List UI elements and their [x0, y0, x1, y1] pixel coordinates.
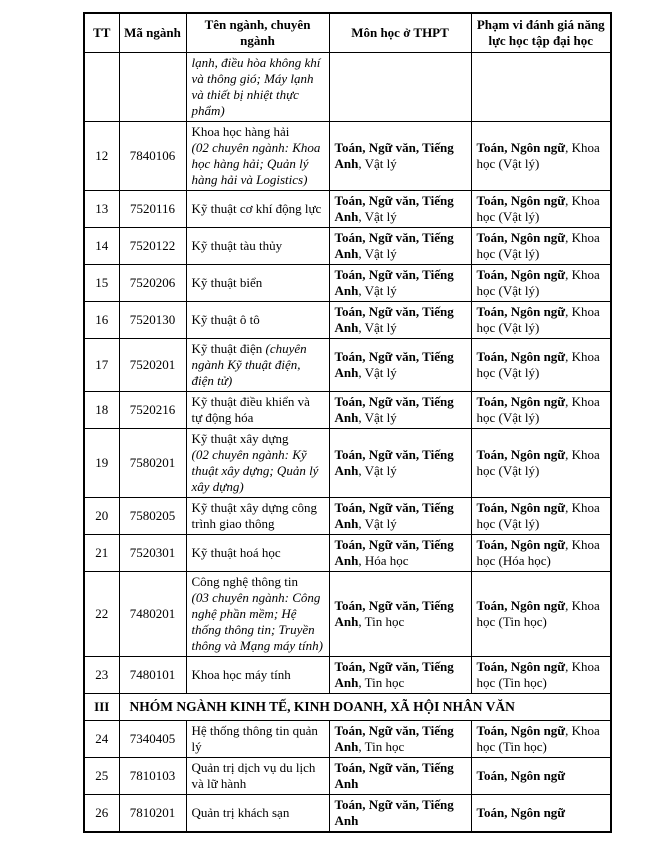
assessment-scope-cell [471, 429, 611, 498]
scope-secondary: , Khoa học (Vật lý) [476, 304, 600, 335]
major-specializations: (02 chuyên ngành: Kỹ thuật xây dựng; Quản lý xây dựng) [191, 447, 319, 494]
major-name-cell [186, 122, 329, 191]
subjects-secondary: , Vật lý [358, 320, 397, 335]
subjects-secondary: , Tin học [358, 739, 405, 754]
major-code-cell: 7810201 [119, 795, 186, 833]
subjects-secondary: , Tin học [358, 614, 405, 629]
row-number-cell: 16 [84, 302, 119, 339]
scope-primary: Toán, Ngôn ngữ [476, 659, 566, 674]
major-name-cell [186, 657, 329, 694]
table-row [84, 339, 611, 392]
table-row [84, 265, 611, 302]
row-number-cell [84, 53, 119, 122]
table-row [84, 572, 611, 657]
subjects-cell [329, 572, 471, 657]
major-name: Quản trị dịch vụ du lịch và lữ hành [191, 760, 316, 791]
major-name-cell [186, 392, 329, 429]
table-row [84, 721, 611, 758]
subjects-cell [329, 535, 471, 572]
scope-secondary: , Khoa học (Tin học) [476, 598, 600, 629]
subjects-primary: Toán, Ngữ văn, Tiếng Anh [334, 267, 454, 298]
assessment-scope-cell [471, 758, 611, 795]
scope-primary: Toán, Ngôn ngữ [476, 193, 566, 208]
table-row [84, 191, 611, 228]
table-body [84, 53, 611, 833]
major-name-cell [186, 53, 329, 122]
col-header-tt: TT [84, 13, 119, 53]
major-name-cell [186, 498, 329, 535]
subjects-cell [329, 339, 471, 392]
major-name-cell [186, 302, 329, 339]
row-number-cell: 26 [84, 795, 119, 833]
major-code-cell: 7520122 [119, 228, 186, 265]
subjects-secondary: , Vật lý [358, 463, 397, 478]
scope-primary: Toán, Ngôn ngữ [476, 267, 566, 282]
scope-secondary: , Khoa học (Vật lý) [476, 447, 600, 478]
major-code-cell: 7520201 [119, 339, 186, 392]
scope-primary: Toán, Ngôn ngữ [476, 537, 566, 552]
section-number-cell: III [84, 694, 119, 721]
table-row [84, 795, 611, 833]
subjects-primary: Toán, Ngữ văn, Tiếng Anh [334, 760, 454, 791]
table-row [84, 392, 611, 429]
assessment-scope-cell [471, 339, 611, 392]
major-name-cell [186, 191, 329, 228]
subjects-primary: Toán, Ngữ văn, Tiếng Anh [334, 394, 454, 425]
row-number-cell: 17 [84, 339, 119, 392]
subjects-primary: Toán, Ngữ văn, Tiếng Anh [334, 537, 454, 568]
assessment-scope-cell [471, 795, 611, 833]
scope-secondary: , Khoa học (Vật lý) [476, 500, 600, 531]
admissions-table [83, 12, 612, 833]
subjects-primary: Toán, Ngữ văn, Tiếng Anh [334, 304, 454, 335]
row-number-cell: 13 [84, 191, 119, 228]
subjects-secondary: , Vật lý [358, 516, 397, 531]
subjects-primary: Toán, Ngữ văn, Tiếng Anh [334, 193, 454, 224]
col-header-assessment-scope: Phạm vi đánh giá năng lực học tập đại học [471, 13, 611, 53]
row-number-cell: 14 [84, 228, 119, 265]
row-number-cell: 19 [84, 429, 119, 498]
assessment-scope-cell [471, 302, 611, 339]
major-name-cell [186, 572, 329, 657]
subjects-cell [329, 392, 471, 429]
scope-secondary: , Khoa học (Vật lý) [476, 193, 600, 224]
scope-primary: Toán, Ngôn ngữ [476, 140, 566, 155]
subjects-primary: Toán, Ngữ văn, Tiếng Anh [334, 797, 454, 828]
scope-primary: Toán, Ngôn ngữ [476, 304, 566, 319]
col-header-major-name: Tên ngành, chuyên ngành [186, 13, 329, 53]
assessment-scope-cell [471, 228, 611, 265]
scope-secondary: , Khoa học (Vật lý) [476, 394, 600, 425]
scope-secondary: , Khoa học (Vật lý) [476, 230, 600, 261]
subjects-cell [329, 265, 471, 302]
row-number-cell: 15 [84, 265, 119, 302]
table-row [84, 498, 611, 535]
subjects-primary: Toán, Ngữ văn, Tiếng Anh [334, 349, 454, 380]
major-name: Công nghệ thông tin [191, 574, 299, 589]
major-name-cell [186, 429, 329, 498]
scope-secondary: , Khoa học (Tin học) [476, 659, 600, 690]
scope-secondary: , Khoa học (Vật lý) [476, 267, 600, 298]
table-row [84, 657, 611, 694]
scope-primary: Toán, Ngôn ngữ [476, 349, 566, 364]
subjects-cell [329, 429, 471, 498]
table-row [84, 429, 611, 498]
section-title-cell: NHÓM NGÀNH KINH TẾ, KINH DOANH, XÃ HỘI NHÂN VĂN [119, 694, 611, 721]
major-specializations: (03 chuyên ngành: Công nghệ phần mềm; Hệ thống thông tin; Truyền thông và Mạng máy tính) [191, 590, 323, 653]
scope-secondary: , Khoa học (Hóa học) [476, 537, 600, 568]
assessment-scope-cell [471, 53, 611, 122]
major-name: Hệ thống thông tin quản lý [191, 723, 318, 754]
major-name-cell [186, 795, 329, 833]
major-name: Kỹ thuật cơ khí động lực [191, 201, 322, 216]
assessment-scope-cell [471, 498, 611, 535]
major-code-cell: 7840106 [119, 122, 186, 191]
subjects-cell [329, 795, 471, 833]
subjects-cell [329, 657, 471, 694]
subjects-cell [329, 721, 471, 758]
major-name-cell [186, 228, 329, 265]
scope-primary: Toán, Ngôn ngữ [476, 394, 566, 409]
major-name: Kỹ thuật xây dựng công trình giao thông [191, 500, 317, 531]
row-number-cell: 22 [84, 572, 119, 657]
row-number-cell: 18 [84, 392, 119, 429]
subjects-cell [329, 758, 471, 795]
major-code-cell: 7580205 [119, 498, 186, 535]
subjects-primary: Toán, Ngữ văn, Tiếng Anh [334, 598, 454, 629]
table-row [84, 302, 611, 339]
scope-secondary: , Khoa học (Vật lý) [476, 349, 600, 380]
table-header-row [84, 13, 611, 53]
major-code-cell: 7480201 [119, 572, 186, 657]
major-code-cell: 7480101 [119, 657, 186, 694]
subjects-secondary: , Vật lý [358, 410, 397, 425]
major-name-cell [186, 339, 329, 392]
col-header-major-code: Mã ngành [119, 13, 186, 53]
major-code-cell [119, 53, 186, 122]
assessment-scope-cell [471, 392, 611, 429]
major-name: Quản trị khách sạn [191, 805, 290, 820]
col-header-subjects: Môn học ở THPT [329, 13, 471, 53]
major-name: Khoa học hàng hải [191, 124, 290, 139]
scope-primary: Toán, Ngôn ngữ [476, 500, 566, 515]
major-specializations: lạnh, điều hòa không khí và thông gió; Máy lạnh và thiết bị nhiệt thực phẩm) [191, 55, 321, 118]
scope-secondary: , Khoa học (Tin học) [476, 723, 600, 754]
scope-primary: Toán, Ngôn ngữ [476, 230, 566, 245]
row-number-cell: 20 [84, 498, 119, 535]
subjects-primary: Toán, Ngữ văn, Tiếng Anh [334, 659, 454, 690]
assessment-scope-cell [471, 721, 611, 758]
major-name-cell [186, 721, 329, 758]
subjects-primary: Toán, Ngữ văn, Tiếng Anh [334, 447, 454, 478]
subjects-secondary: , Vật lý [358, 246, 397, 261]
major-specializations: (chuyên ngành Kỹ thuật điện, điện tử) [191, 341, 307, 388]
major-name: Kỹ thuật ô tô [191, 312, 260, 327]
major-code-cell: 7520301 [119, 535, 186, 572]
row-number-cell: 24 [84, 721, 119, 758]
subjects-secondary: , Vật lý [358, 209, 397, 224]
major-name: Kỹ thuật biển [191, 275, 263, 290]
subjects-cell [329, 191, 471, 228]
subjects-secondary: , Hóa học [358, 553, 409, 568]
table-row [84, 535, 611, 572]
table-row [84, 53, 611, 122]
major-specializations: (02 chuyên ngành: Khoa học hàng hải; Quản lý hàng hải và Logistics) [191, 140, 321, 187]
row-number-cell: 12 [84, 122, 119, 191]
major-name: Kỹ thuật xây dựng [191, 431, 289, 446]
scope-primary: Toán, Ngôn ngữ [476, 805, 566, 820]
table-row [84, 122, 611, 191]
subjects-secondary: , Vật lý [358, 365, 397, 380]
assessment-scope-cell [471, 572, 611, 657]
scope-secondary: , Khoa học (Vật lý) [476, 140, 600, 171]
subjects-secondary: , Vật lý [358, 283, 397, 298]
scope-primary: Toán, Ngôn ngữ [476, 598, 566, 613]
major-name-cell [186, 265, 329, 302]
major-code-cell: 7580201 [119, 429, 186, 498]
major-name: Khoa học máy tính [191, 667, 291, 682]
scope-primary: Toán, Ngôn ngữ [476, 447, 566, 462]
subjects-cell [329, 228, 471, 265]
major-code-cell: 7520130 [119, 302, 186, 339]
subjects-cell [329, 53, 471, 122]
major-code-cell: 7810103 [119, 758, 186, 795]
major-name: Kỹ thuật hoá học [191, 545, 281, 560]
table-row [84, 228, 611, 265]
assessment-scope-cell [471, 657, 611, 694]
scope-primary: Toán, Ngôn ngữ [476, 723, 566, 738]
row-number-cell: 25 [84, 758, 119, 795]
major-name: Kỹ thuật tàu thủy [191, 238, 283, 253]
major-code-cell: 7520206 [119, 265, 186, 302]
scope-primary: Toán, Ngôn ngữ [476, 768, 566, 783]
subjects-primary: Toán, Ngữ văn, Tiếng Anh [334, 140, 454, 171]
row-number-cell: 23 [84, 657, 119, 694]
assessment-scope-cell [471, 265, 611, 302]
section-header-row [84, 694, 611, 721]
subjects-primary: Toán, Ngữ văn, Tiếng Anh [334, 500, 454, 531]
assessment-scope-cell [471, 122, 611, 191]
row-number-cell: 21 [84, 535, 119, 572]
major-code-cell: 7520116 [119, 191, 186, 228]
assessment-scope-cell [471, 535, 611, 572]
major-name-cell [186, 758, 329, 795]
subjects-secondary: , Vật lý [358, 156, 397, 171]
major-name: Kỹ thuật điện [191, 341, 266, 356]
subjects-primary: Toán, Ngữ văn, Tiếng Anh [334, 230, 454, 261]
subjects-cell [329, 302, 471, 339]
major-code-cell: 7520216 [119, 392, 186, 429]
subjects-cell [329, 498, 471, 535]
subjects-secondary: , Tin học [358, 675, 405, 690]
subjects-primary: Toán, Ngữ văn, Tiếng Anh [334, 723, 454, 754]
assessment-scope-cell [471, 191, 611, 228]
major-code-cell: 7340405 [119, 721, 186, 758]
major-name-cell [186, 535, 329, 572]
table-row [84, 758, 611, 795]
subjects-cell [329, 122, 471, 191]
major-name: Kỹ thuật điều khiển và tự động hóa [191, 394, 310, 425]
